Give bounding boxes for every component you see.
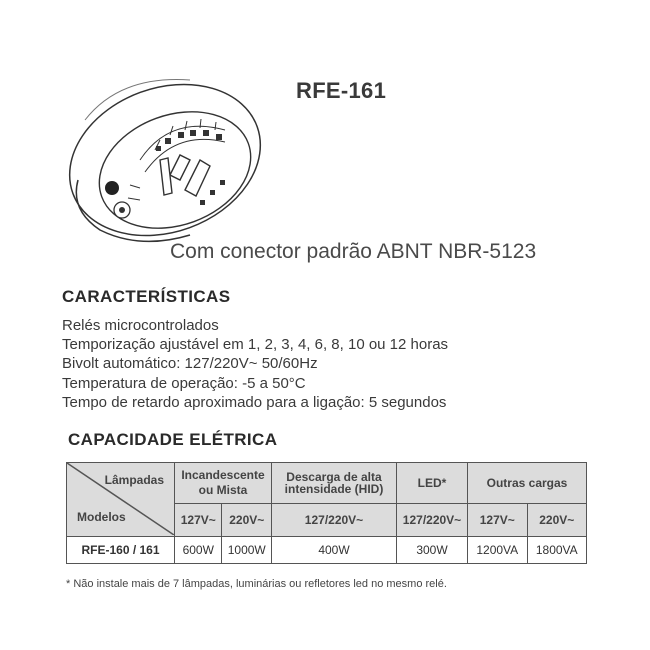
footnote: * Não instale mais de 7 lâmpadas, luminárias ou refletores led no mesmo relé. <box>66 578 447 590</box>
list-item: Temperatura de operação: -5 a 50°C <box>62 374 306 392</box>
features-heading: CARACTERÍSTICAS <box>62 287 231 306</box>
table-row <box>67 537 587 564</box>
voltage-header: 127/220V~ <box>272 504 397 537</box>
corner-header-cell <box>67 463 175 537</box>
capacity-table <box>66 462 587 564</box>
connector-note: Com conector padrão ABNT NBR-5123 <box>170 240 537 263</box>
photo-relay-illustration <box>60 60 270 250</box>
list-item: Relés microcontrolados <box>62 317 219 334</box>
voltage-header: 220V~ <box>527 504 587 537</box>
capacity-heading: CAPACIDADE ELÉTRICA <box>68 430 278 449</box>
table-cell: 600W <box>175 537 222 564</box>
voltage-header: 127/220V~ <box>397 504 468 537</box>
models-label: Modelos <box>77 510 126 524</box>
voltage-header: 127V~ <box>468 504 528 537</box>
hid-header: Descarga de alta intensidade (HID) <box>272 463 397 504</box>
features-list <box>62 316 448 412</box>
table-cell: 300W <box>397 537 468 564</box>
table-cell: 1200VA <box>468 537 528 564</box>
list-item: Tempo de retardo aproximado para a ligação: 5 segundos <box>62 393 447 411</box>
voltage-header: 127V~ <box>175 504 222 537</box>
model-cell: RFE-160 / 161 <box>67 537 175 564</box>
model-title: RFE-161 <box>296 78 387 103</box>
led-header: LED* <box>397 463 468 504</box>
table-cell: 1000W <box>222 537 272 564</box>
incandescent-header: Incandescente ou Mista <box>175 463 272 504</box>
table-cell: 400W <box>272 537 397 564</box>
lamps-label: Lâmpadas <box>104 473 164 487</box>
list-item: Bivolt automático: 127/220V~ 50/60Hz <box>62 355 318 373</box>
table-cell: 1800VA <box>527 537 587 564</box>
other-loads-header: Outras cargas <box>468 463 587 504</box>
voltage-header: 220V~ <box>222 504 272 537</box>
list-item: Temporização ajustável em 1, 2, 3, 4, 6, 8, 10 ou 12 horas <box>62 336 449 354</box>
